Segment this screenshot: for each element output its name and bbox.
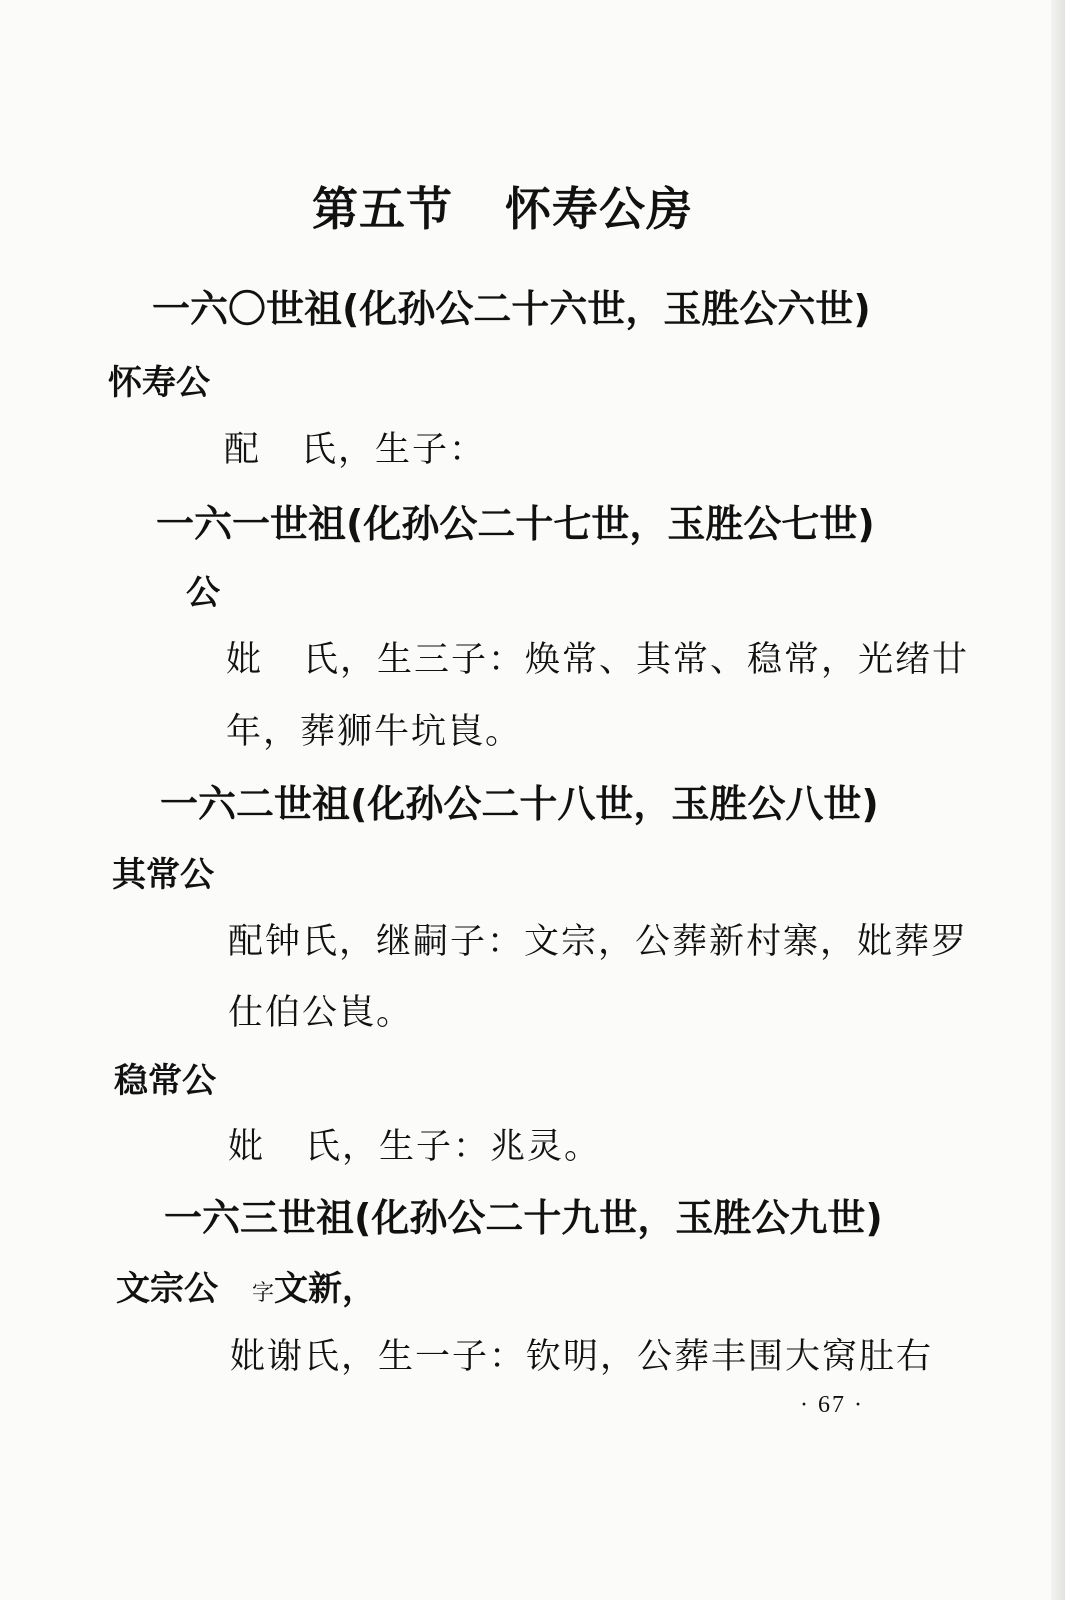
person-record-huaishou <box>224 430 487 470</box>
record-text: 氏，生子： <box>301 430 487 470</box>
courtesy-name: 文新， <box>274 1269 377 1309</box>
record-text: 妣 <box>228 1127 266 1167</box>
section-title-name: 怀寿公房 <box>505 182 693 236</box>
person-record-gong-line2: 年，葬狮牛坑崀。 <box>226 712 523 752</box>
record-text: 氏，生子：兆灵。 <box>305 1127 602 1167</box>
page-number: · 67 · <box>800 1392 864 1418</box>
generation-heading-160: 一六〇世祖(化孙公二十六世，玉胜公六世) <box>152 287 871 331</box>
person-name-huaishou: 怀寿公 <box>108 363 210 403</box>
section-title-number: 第五节 <box>312 182 453 236</box>
person-name-text: 文宗公 <box>116 1269 218 1309</box>
person-name-wenzong <box>116 1269 377 1309</box>
person-record-qichang-line1: 配钟氏，继嗣子：文宗，公葬新村寨，妣葬罗 <box>228 922 969 962</box>
generation-heading-163: 一六三世祖(化孙公二十九世，玉胜公九世) <box>164 1196 883 1240</box>
generation-heading-161: 一六一世祖(化孙公二十七世，玉胜公七世) <box>156 502 875 546</box>
person-record-wenzong: 妣谢氏，生一子：钦明，公葬丰围大窝肚右 <box>230 1337 934 1377</box>
person-name-gong: 公 <box>186 573 220 613</box>
page-edge-shadow <box>1051 0 1065 1600</box>
person-record-gong-line1 <box>226 640 970 680</box>
record-text: 氏，生三子：焕常、其常、稳常，光绪廿 <box>303 640 970 680</box>
person-name-qichang: 其常公 <box>112 855 214 895</box>
generation-heading-162: 一六二世祖(化孙公二十八世，玉胜公八世) <box>160 782 879 826</box>
record-text: 妣 <box>226 640 264 680</box>
section-title <box>312 182 693 236</box>
person-record-wenchang <box>228 1127 602 1167</box>
person-name-wenchang: 稳常公 <box>114 1061 216 1101</box>
person-record-qichang-line2: 仕伯公崀。 <box>228 993 414 1033</box>
record-text: 配 <box>224 430 262 470</box>
courtesy-prefix: 字 <box>252 1281 275 1306</box>
